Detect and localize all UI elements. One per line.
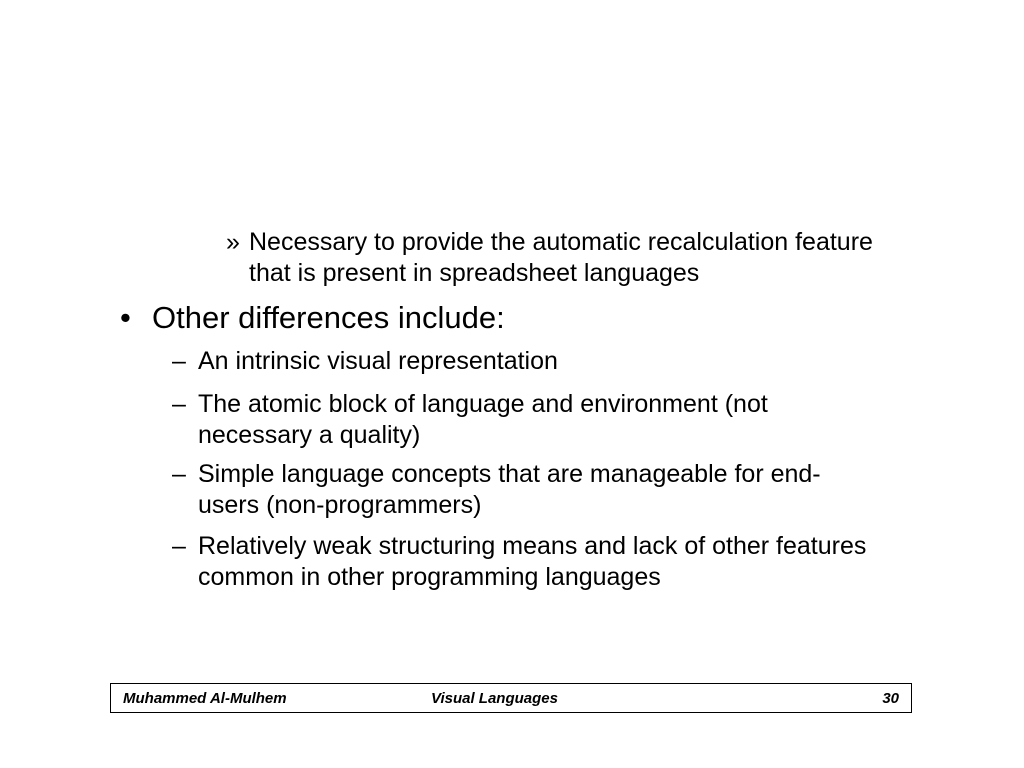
dash-bullet-icon: –: [172, 532, 186, 560]
sub-bullet-item: [172, 389, 878, 451]
continued-bullet-item: [226, 227, 889, 289]
sub-bullet-item: [172, 459, 878, 521]
sub-bullet-text: The atomic block of language and environment (not necessary a quality): [198, 390, 768, 449]
sub-bullet-item: [172, 346, 878, 377]
sub-bullet-text: Simple language concepts that are manageable for end-users (non-programmers): [198, 460, 821, 519]
continued-bullet-text: Necessary to provide the automatic recalculation feature that is present in spreadsheet languages: [249, 228, 873, 287]
footer-page-number: 30: [882, 690, 899, 707]
double-arrow-bullet-icon: »: [226, 228, 240, 256]
sub-bullet-text: An intrinsic visual representation: [198, 347, 558, 375]
footer-title: Visual Languages: [431, 690, 558, 707]
sub-bullet-text: Relatively weak structuring means and lack of other features common in other programming languages: [198, 532, 867, 591]
sub-bullet-item: [172, 531, 878, 593]
dash-bullet-icon: –: [172, 460, 186, 488]
bullet-dot-icon: •: [120, 300, 131, 335]
dash-bullet-icon: –: [172, 347, 186, 375]
main-bullet-text: Other differences include:: [152, 300, 505, 335]
dash-bullet-icon: –: [172, 390, 186, 418]
main-bullet-item: [120, 299, 852, 337]
slide-footer: [110, 683, 912, 713]
footer-author: Muhammed Al-Mulhem: [123, 690, 287, 707]
